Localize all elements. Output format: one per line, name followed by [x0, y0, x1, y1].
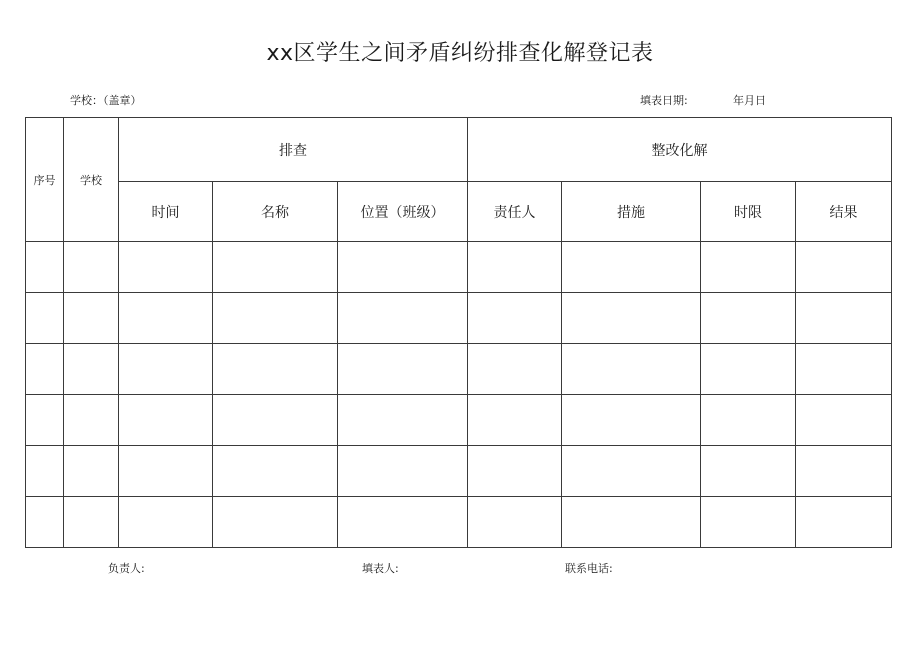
table-cell	[64, 395, 119, 446]
header-name: 名称	[213, 182, 338, 242]
table-cell	[468, 344, 562, 395]
registration-table	[25, 117, 892, 548]
table-cell	[119, 446, 213, 497]
table-cell	[796, 446, 892, 497]
table-cell	[119, 242, 213, 293]
table-cell	[64, 446, 119, 497]
header-school: 学校	[64, 118, 119, 242]
table-cell	[119, 293, 213, 344]
table-cell	[796, 242, 892, 293]
table-cell	[338, 395, 468, 446]
table-cell	[338, 344, 468, 395]
table-cell	[213, 293, 338, 344]
header-time: 时间	[119, 182, 213, 242]
table-cell	[562, 293, 701, 344]
footer-responsible-label: 负责人:	[108, 562, 145, 575]
table-cell	[26, 395, 64, 446]
header-location-class: 位置（班级）	[338, 182, 468, 242]
table-cell	[562, 344, 701, 395]
table-cell	[64, 344, 119, 395]
table-cell	[64, 497, 119, 548]
table-cell	[26, 497, 64, 548]
table-cell	[562, 497, 701, 548]
table-cell	[213, 497, 338, 548]
header-index: 序号	[26, 118, 64, 242]
table-cell	[64, 242, 119, 293]
table-cell	[213, 242, 338, 293]
table-cell	[562, 446, 701, 497]
table-cell	[796, 395, 892, 446]
footer-phone-label: 联系电话:	[565, 562, 613, 575]
table-cell	[468, 395, 562, 446]
header-group-resolution: 整改化解	[468, 118, 892, 182]
table-cell	[119, 497, 213, 548]
table-cell	[701, 293, 796, 344]
table-cell	[701, 395, 796, 446]
table-cell	[338, 293, 468, 344]
table-cell	[338, 446, 468, 497]
table-row	[26, 497, 892, 548]
table-cell	[26, 344, 64, 395]
table-row	[26, 344, 892, 395]
header-result: 结果	[796, 182, 892, 242]
table-cell	[468, 497, 562, 548]
table-cell	[468, 242, 562, 293]
header-deadline: 时限	[701, 182, 796, 242]
table-cell	[26, 242, 64, 293]
table-cell	[119, 395, 213, 446]
table-cell	[213, 446, 338, 497]
table-cell	[468, 293, 562, 344]
header-responsible-person: 责任人	[468, 182, 562, 242]
fill-date-value: 年月日	[733, 94, 766, 107]
table-cell	[213, 395, 338, 446]
table-row	[26, 293, 892, 344]
table-cell	[701, 446, 796, 497]
school-stamp-label: 学校：（盖章）	[70, 94, 142, 107]
table-row	[26, 395, 892, 446]
table-cell	[26, 293, 64, 344]
table-cell	[796, 497, 892, 548]
table-cell	[213, 344, 338, 395]
table-cell	[26, 446, 64, 497]
table-cell	[468, 446, 562, 497]
table-row	[26, 242, 892, 293]
table-cell	[701, 497, 796, 548]
page-title: xx区学生之间矛盾纠纷排查化解登记表	[266, 41, 654, 66]
table-cell	[796, 293, 892, 344]
table-cell	[338, 497, 468, 548]
table-row	[26, 446, 892, 497]
table-cell	[796, 344, 892, 395]
table-cell	[562, 242, 701, 293]
header-group-investigation: 排查	[119, 118, 468, 182]
footer-filler-label: 填表人:	[362, 562, 399, 575]
fill-date-label: 填表日期:	[640, 94, 688, 107]
table-cell	[119, 344, 213, 395]
table-cell	[338, 242, 468, 293]
table-cell	[562, 395, 701, 446]
table-cell	[64, 293, 119, 344]
table-cell	[701, 344, 796, 395]
table-body	[26, 242, 892, 548]
header-measures: 措施	[562, 182, 701, 242]
table-cell	[701, 242, 796, 293]
